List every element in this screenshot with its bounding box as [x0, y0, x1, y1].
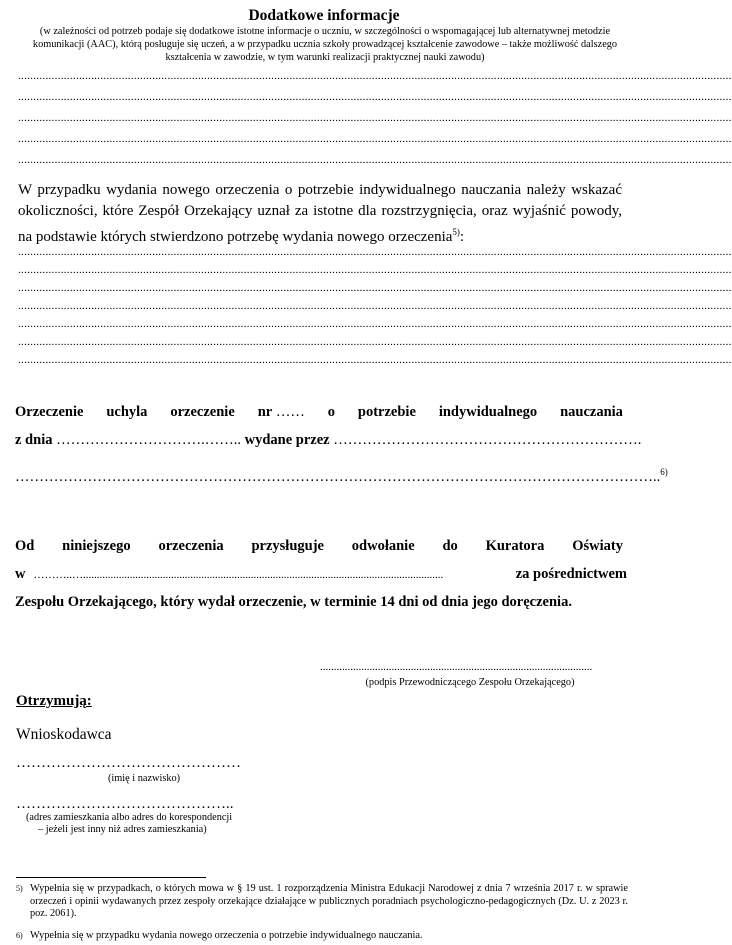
appeal-word: orzeczenia	[158, 538, 224, 554]
address-caption-2: – jeżeli jest inny niż adres zamieszkania)	[38, 824, 207, 835]
footnote-6	[16, 930, 628, 943]
appeal-line-2	[15, 566, 627, 583]
date-field: ………………………….……..	[56, 432, 241, 448]
address-caption-1: (adres zamieszkania albo adres do korespondencji	[26, 812, 233, 823]
dotted-line: ..........................................................................................................................................................................................................................................	[18, 91, 732, 103]
dotted-line: ..........................................................................................................................................................................................................................................	[18, 154, 732, 166]
revoke-word: orzeczenie	[170, 404, 235, 420]
revoke-word: uchyla	[106, 404, 148, 420]
page-title: Dodatkowe informacje	[248, 7, 400, 24]
footnote-ref-6: 6)	[660, 467, 668, 477]
revoke-word: indywidualnego	[438, 404, 538, 420]
appeal-line-1	[15, 538, 623, 555]
appeal-line-3: Zespołu Orzekającego, który wydał orzeczenie, w terminie 14 dni od dnia jego doręczenia.	[15, 594, 572, 610]
curator-location-field: ………..…...................................................................................................................................	[33, 569, 444, 581]
footnote-separator	[16, 877, 206, 878]
new-ruling-paragraph	[18, 180, 622, 248]
dotted-line: ..........................................................................................................................................................................................................................................	[18, 318, 732, 330]
revoke-word: o	[327, 404, 335, 420]
dotted-line: ..........................................................................................................................................................................................................................................	[18, 336, 732, 348]
dotted-line: ..........................................................................................................................................................................................................................................	[18, 354, 732, 366]
dotted-line: ..........................................................................................................................................................................................................................................	[18, 112, 732, 124]
applicant-label: Wnioskodawca	[16, 726, 112, 743]
subtitle-note: (w zależności od potrzeb podaje się dodatkowe istotne informacje o uczniu, w szczególności o wspomagającej lub alternatywnej metodzie komunikacji (AAC), którą posługuje się uczeń, a w przypadku ucznia szkoły prowadzącej kształcenie zawodowe – także możliwość dalszego kształcenia w zawodzie, w tym warunki realizacji praktycznej nauki zawodu)	[32, 26, 618, 63]
revoke-word: potrzebie	[357, 404, 416, 420]
revoke-line-1	[15, 404, 623, 421]
footnote-text: Wypełnia się w przypadkach, o których mowa w § 19 ust. 1 rozporządzenia Ministra Edukacji Narodowej z dnia 7 września 2017 r. w sprawie orzeczeń i opinii wydawanych przez zespoły orzekające działające w publicznych poradniach psychologiczno-pedagogicznych (Dz. U. z 2023 r. poz. 2061).	[30, 883, 628, 919]
dotted-line: ..........................................................................................................................................................................................................................................	[18, 70, 732, 82]
appeal-word: przysługuje	[251, 538, 324, 554]
appeal-word: w	[15, 566, 26, 582]
appeal-word: za pośrednictwem	[515, 566, 627, 582]
issuer-label: wydane przez	[244, 432, 330, 448]
recipients-heading: Otrzymują:	[16, 693, 92, 709]
dotted-line: ..........................................................................................................................................................................................................................................	[18, 300, 732, 312]
revoke-word: Orzeczenie	[15, 404, 84, 420]
footnote-number: 5)	[16, 884, 23, 893]
dotted-line: ..........................................................................................................................................................................................................................................	[18, 246, 732, 258]
appeal-word: Kuratora	[485, 538, 545, 554]
signature-line: ...................................................................................................	[320, 661, 593, 673]
new-ruling-text: W przypadku wydania nowego orzeczenia o potrzebie indywidualnego nauczania należy wskazać okoliczności, które Zespół Orzekający uznał za istotne dla rozstrzygnięcia, oraz wyjaśnić powody, na podstawie których stwierdzono potrzebę wydania nowego orzeczenia	[18, 182, 622, 245]
appeal-word: Oświaty	[572, 538, 623, 554]
revoke-line-2	[15, 432, 641, 449]
date-label: z dnia	[15, 432, 53, 448]
footnote-5	[16, 883, 628, 921]
issuer-field: ……………………………………………………….	[333, 432, 642, 448]
footnote-text: Wypełnia się w przypadku wydania nowego orzeczenia o potrzebie indywidualnego nauczania.	[30, 930, 423, 941]
name-caption: (imię i nazwisko)	[108, 773, 181, 784]
appeal-word: odwołanie	[351, 538, 415, 554]
appeal-word: niniejszego	[62, 538, 131, 554]
signature-caption: (podpis Przewodniczącego Zespołu Orzekającego)	[365, 677, 575, 688]
revoke-word: nr	[257, 404, 273, 420]
dotted-line: ..........................................................................................................................................................................................................................................	[18, 133, 732, 145]
name-field: ………………………………………	[16, 755, 241, 771]
footnote-number: 6)	[16, 931, 23, 940]
appeal-word: do	[442, 538, 458, 554]
revoke-word: nauczania	[560, 404, 623, 420]
appeal-word: Od	[15, 538, 35, 554]
revoke-line-3	[15, 467, 668, 486]
address-field: ……………………………………..	[16, 796, 234, 812]
ruling-number-field: ……	[275, 404, 305, 420]
dotted-line: ..........................................................................................................................................................................................................................................	[18, 282, 732, 294]
dotted-line: ..........................................................................................................................................................................................................................................	[18, 264, 732, 276]
issuer-field-continued: ……………………………………………………………………………………………………………………..	[15, 468, 661, 485]
footnote-ref-5: 5)	[452, 227, 460, 237]
new-ruling-colon: :	[459, 229, 465, 245]
